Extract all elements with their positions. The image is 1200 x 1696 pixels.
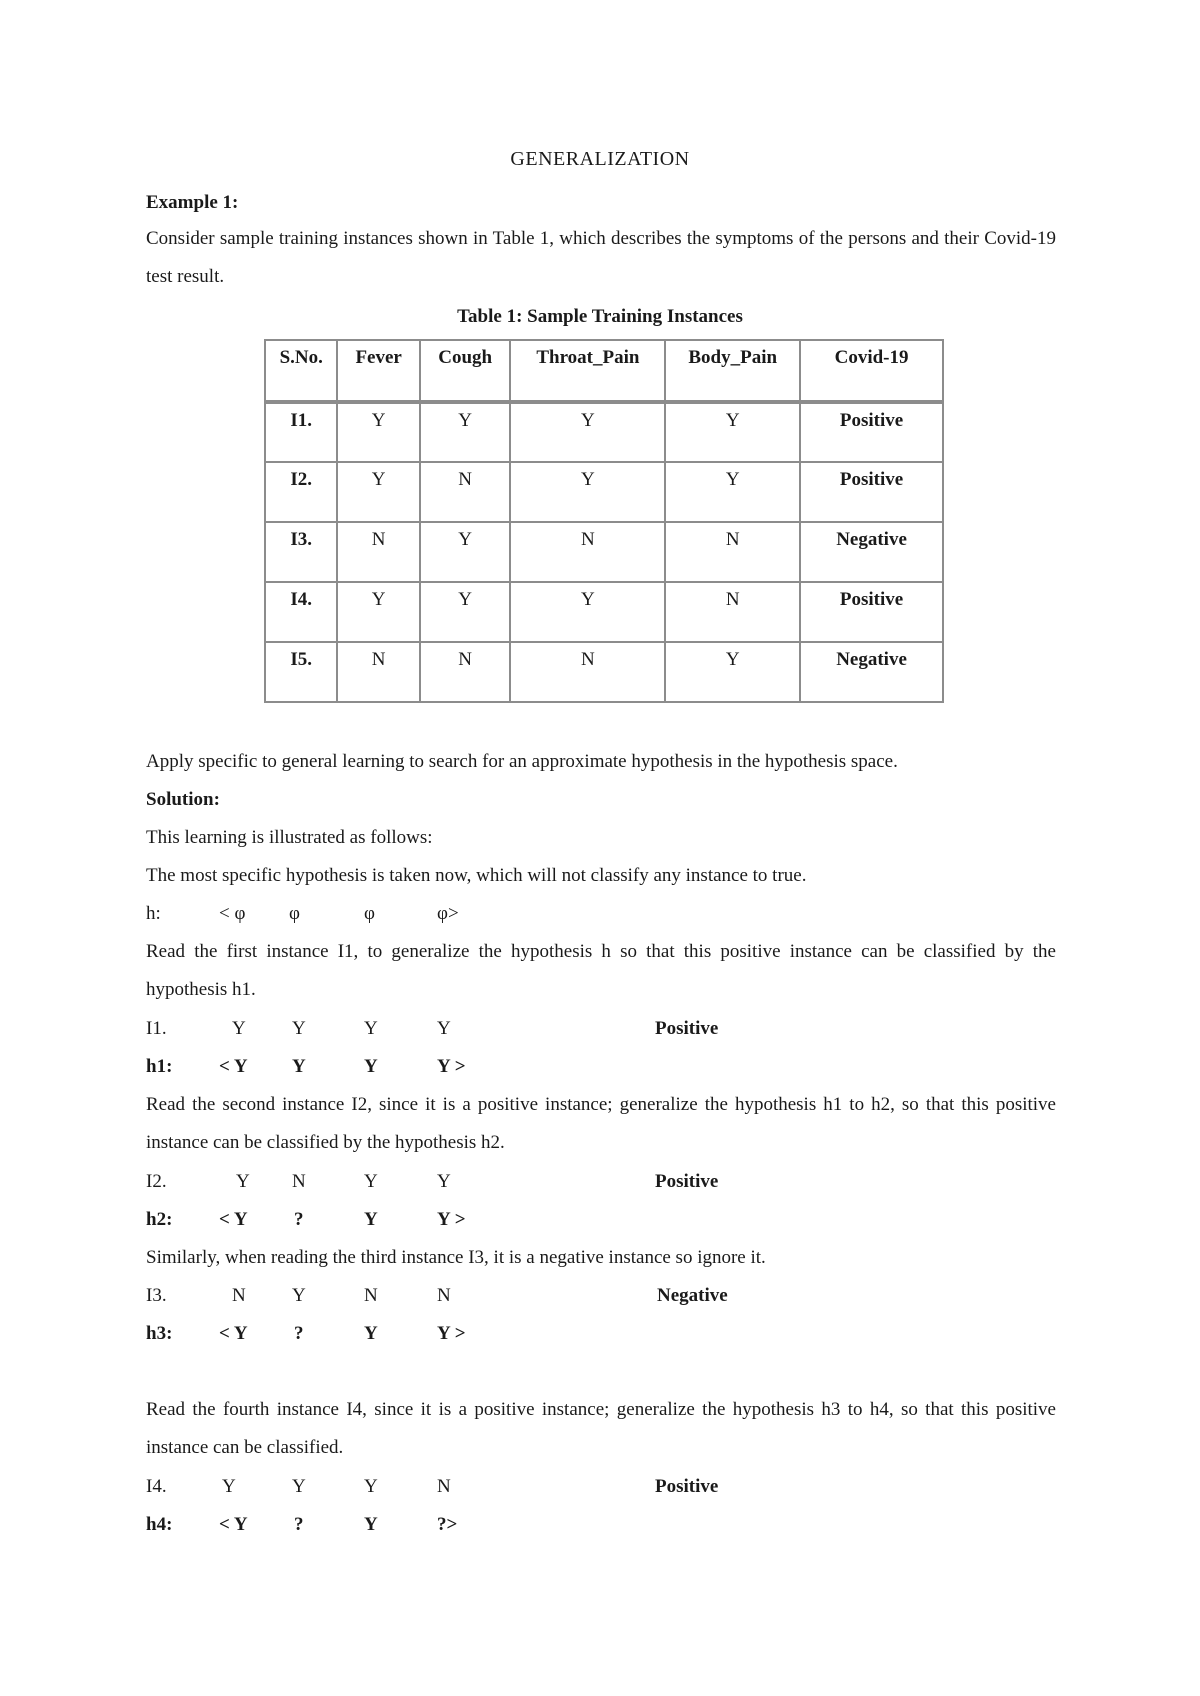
cell-throat-pain: N <box>510 642 665 702</box>
cell-covid: Positive <box>800 582 943 642</box>
read-instance-4: Read the fourth instance I4, since it is a positive instance; generalize the hypothesis h3 to h4, so that this positive instance can be classified. <box>146 1399 1056 1458</box>
table-row <box>265 582 943 642</box>
cell-cough: N <box>420 642 511 702</box>
cell-fever: Y <box>337 402 419 462</box>
hypothesis-label: h3: <box>146 1323 173 1344</box>
hypothesis-value: φ <box>364 903 375 924</box>
instance-label: I2. <box>146 1171 167 1192</box>
hypothesis-value: Y <box>364 1209 378 1230</box>
instance-value: Y <box>437 1018 451 1039</box>
hypothesis-value: < Y <box>219 1209 248 1230</box>
cell-sno: I4. <box>265 582 337 642</box>
hypothesis-value: Y > <box>437 1056 466 1077</box>
hypothesis-value: φ> <box>437 903 459 924</box>
cell-covid: Positive <box>800 402 943 462</box>
instance-value: Y <box>222 1476 236 1497</box>
hypothesis-value: < Y <box>219 1056 248 1077</box>
hypothesis-value: ?> <box>437 1514 458 1535</box>
hypothesis-value: ? <box>294 1323 304 1344</box>
instance-result: Negative <box>657 1285 728 1306</box>
read-instance-1: Read the first instance I1, to generalize the hypothesis h so that this positive instance can be classified by the hypothesis h1. <box>146 941 1056 1000</box>
solution-heading: Solution: <box>146 789 220 810</box>
hypothesis-label: h1: <box>146 1056 173 1077</box>
hypothesis-value: < Y <box>219 1323 248 1344</box>
table-caption: Table 1: Sample Training Instances <box>457 306 743 327</box>
table-row <box>265 642 943 702</box>
hypothesis-value: Y <box>292 1056 306 1077</box>
table-row <box>265 402 943 462</box>
instance-value: Y <box>236 1171 250 1192</box>
instance-value: Y <box>364 1171 378 1192</box>
hypothesis-value: Y > <box>437 1209 466 1230</box>
cell-covid: Positive <box>800 462 943 522</box>
instance-value: Y <box>292 1018 306 1039</box>
cell-throat-pain: Y <box>510 462 665 522</box>
cell-cough: Y <box>420 402 511 462</box>
instance-value: Y <box>232 1018 246 1039</box>
hypothesis-value: φ <box>289 903 300 924</box>
cell-throat-pain: Y <box>510 582 665 642</box>
header-sno: S.No. <box>265 340 337 402</box>
cell-body-pain: Y <box>665 462 800 522</box>
hypothesis-label: h2: <box>146 1209 173 1230</box>
instance-value: N <box>437 1476 451 1497</box>
most-specific-statement: The most specific hypothesis is taken now, which will not classify any instance to true. <box>146 865 807 886</box>
instance-result: Positive <box>655 1171 719 1192</box>
hypothesis-value: Y > <box>437 1323 466 1344</box>
instance-value: Y <box>364 1018 378 1039</box>
cell-body-pain: N <box>665 582 800 642</box>
instance-label: I4. <box>146 1476 167 1497</box>
instance-label: I1. <box>146 1018 167 1039</box>
cell-fever: N <box>337 522 419 582</box>
cell-cough: Y <box>420 582 511 642</box>
cell-throat-pain: N <box>510 522 665 582</box>
hypothesis-value: Y <box>364 1514 378 1535</box>
read-instance-3: Similarly, when reading the third instance I3, it is a negative instance so ignore it. <box>146 1247 766 1268</box>
table-row <box>265 462 943 522</box>
table-row <box>265 522 943 582</box>
hypothesis-label: h: <box>146 903 161 924</box>
hypothesis-label: h4: <box>146 1514 173 1535</box>
hypothesis-value: ? <box>294 1514 304 1535</box>
instance-value: N <box>364 1285 378 1306</box>
cell-fever: Y <box>337 582 419 642</box>
instance-value: N <box>232 1285 246 1306</box>
example-heading: Example 1: <box>146 192 239 213</box>
instance-value: Y <box>292 1285 306 1306</box>
cell-cough: Y <box>420 522 511 582</box>
hypothesis-value: ? <box>294 1209 304 1230</box>
header-cough: Cough <box>420 340 511 402</box>
hypothesis-value: < Y <box>219 1514 248 1535</box>
hypothesis-value: Y <box>364 1323 378 1344</box>
cell-body-pain: Y <box>665 642 800 702</box>
cell-body-pain: Y <box>665 402 800 462</box>
header-covid: Covid-19 <box>800 340 943 402</box>
cell-sno: I3. <box>265 522 337 582</box>
page-title: GENERALIZATION <box>510 148 690 170</box>
header-throat-pain: Throat_Pain <box>510 340 665 402</box>
cell-sno: I5. <box>265 642 337 702</box>
instance-value: N <box>437 1285 451 1306</box>
header-fever: Fever <box>337 340 419 402</box>
instance-label: I3. <box>146 1285 167 1306</box>
instance-value: N <box>292 1171 306 1192</box>
hypothesis-value: < φ <box>219 903 246 924</box>
training-instances-table <box>264 339 944 703</box>
header-body-pain: Body_Pain <box>665 340 800 402</box>
cell-cough: N <box>420 462 511 522</box>
cell-sno: I1. <box>265 402 337 462</box>
cell-fever: Y <box>337 462 419 522</box>
table-header-row <box>265 340 943 402</box>
instance-value: Y <box>437 1171 451 1192</box>
cell-throat-pain: Y <box>510 402 665 462</box>
cell-covid: Negative <box>800 522 943 582</box>
cell-body-pain: N <box>665 522 800 582</box>
hypothesis-value: Y <box>364 1056 378 1077</box>
read-instance-2: Read the second instance I2, since it is a positive instance; generalize the hypothesis h1 to h2, so that this positive instance can be classified by the hypothesis h2. <box>146 1094 1056 1153</box>
instance-value: Y <box>364 1476 378 1497</box>
instance-result: Positive <box>655 1476 719 1497</box>
instance-value: Y <box>292 1476 306 1497</box>
intro-paragraph: Consider sample training instances shown in Table 1, which describes the symptoms of the persons and their Covid-19 test result. <box>146 228 1056 287</box>
cell-fever: N <box>337 642 419 702</box>
task-statement: Apply specific to general learning to search for an approximate hypothesis in the hypothesis space. <box>146 751 898 772</box>
illustration-intro: This learning is illustrated as follows: <box>146 827 433 848</box>
cell-covid: Negative <box>800 642 943 702</box>
instance-result: Positive <box>655 1018 719 1039</box>
cell-sno: I2. <box>265 462 337 522</box>
